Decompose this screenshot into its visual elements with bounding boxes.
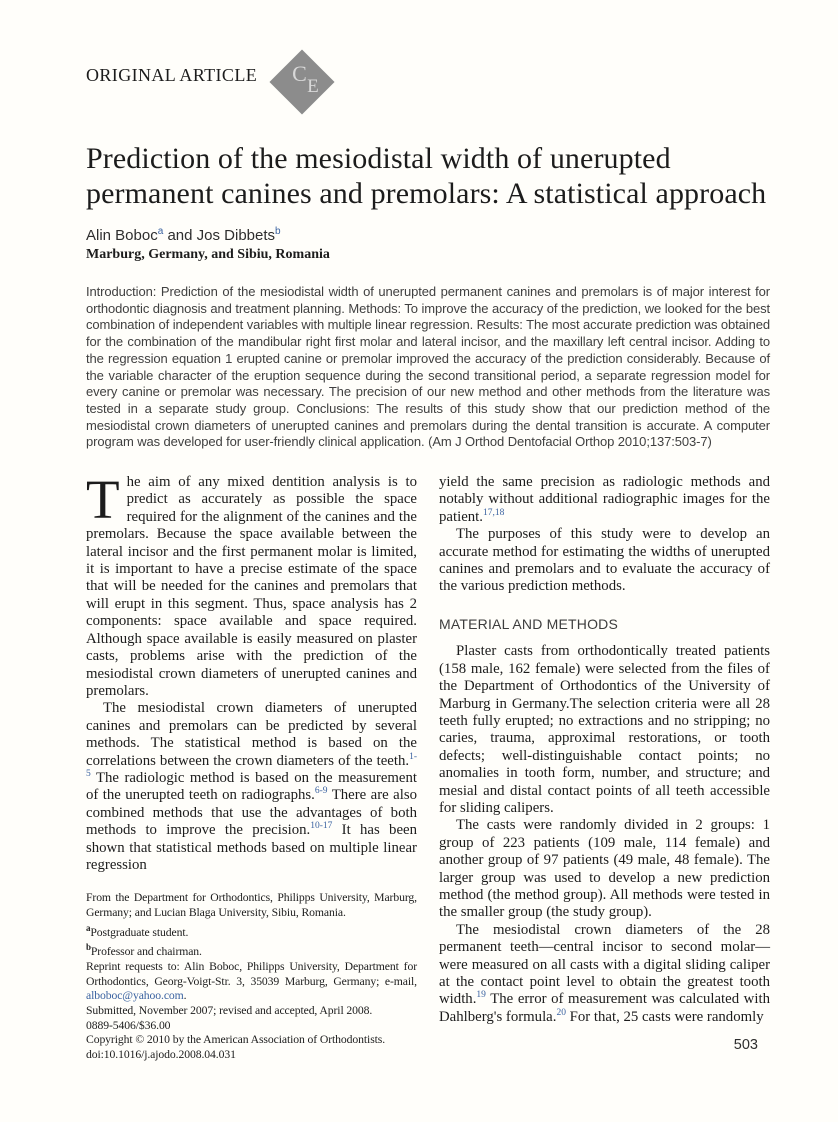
byline: [86, 226, 770, 244]
footnote-submitted: Submitted, November 2007; revised and accepted, April 2008.: [86, 1004, 373, 1018]
article-body: [86, 469, 770, 1063]
author-2-affiliation-mark: b: [275, 226, 281, 237]
reprint-text: Reprint requests to: Alin Boboc, Philipps University, Department for Orthodontics, Georg-Voigt-Str. 3, 35039 Marburg, Germany; e-mail,: [86, 959, 417, 988]
footnote-doi: doi:10.1016/j.ajodo.2008.04.031: [86, 1048, 236, 1062]
paragraph-text: There are also combined methods that use the advantages of both methods to improve the precision.: [86, 787, 417, 839]
right-column: [439, 474, 770, 1063]
reprint-text-end: .: [183, 989, 187, 1003]
footnote-author-a: [86, 921, 417, 941]
intro-paragraph-2: [86, 700, 417, 874]
footnote-issn: 0889-5406/$36.00: [86, 1018, 171, 1032]
paragraph-text: The mesiodistal crown diameters of unerupted canines and premolars can be predicted by several methods. The statistical method is based on the correlations between the crown diameters of the teeth.: [86, 700, 417, 769]
author-1: Alin Boboc: [86, 227, 158, 244]
body-paragraph: [439, 922, 770, 1026]
footnote-a-text: Postgraduate student.: [90, 925, 189, 939]
reference-citation[interactable]: 17,18: [482, 507, 505, 518]
byline-joiner: and: [163, 227, 197, 244]
reference-citation[interactable]: 6-9: [314, 786, 328, 797]
continuing-education-icon: [265, 47, 339, 121]
page-number: 503: [733, 1037, 758, 1053]
paragraph-text: It has been shown that statistical methods based on multiple linear regression: [86, 822, 417, 873]
abstract: Introduction: Prediction of the mesiodistal width of unerupted permanent canines and premolars is of major interest for orthodontic diagnosis and treatment planning. Methods: To improve the accuracy of the prediction, we looked for the best combination of independent variables with multiple linear regression. Results: The most accurate prediction was obtained for the combination of the mandibular right first molar and lateral incisor, and the maxillary left central incisor. Adding to the regression equation 1 erupted canine or premolar improved the accuracy of the prediction considerably. Because of the variable character of the eruption sequence during the second transitional period, a separate regression model for every canine or premolar was necessary. The precision of our new method and other methods from the literature was tested in a separate study group. Conclusions: The results of this study show that our prediction method of the mesiodistal crown diameters of unerupted canines and premolars during the dental transition is accurate. A computer program was developed for user-friendly clinical application. (Am J Orthod Dentofacial Orthop 2010;137:503-7): [86, 284, 770, 450]
reference-citation[interactable]: 20: [556, 1007, 566, 1018]
reference-citation[interactable]: 1-5: [86, 751, 417, 780]
footnote-b-text: Professor and chairman.: [90, 945, 202, 959]
ce-letter-e: E: [307, 76, 319, 97]
body-paragraph: The purposes of this study were to develop an accurate method for estimating the widths of unerupted canines and premolars and to evaluate the accuracy of the various prediction methods.: [439, 526, 770, 595]
footnote-affiliation: From the Department for Orthodontics, Philipps University, Marburg, Germany; and Lucian Blaga University, Sibiu, Romania.: [86, 891, 417, 920]
section-heading-material-methods: MATERIAL AND METHODS: [439, 615, 619, 632]
email-link[interactable]: alboboc@yahoo.com: [86, 989, 184, 1003]
reference-citation[interactable]: 10-17: [310, 821, 333, 832]
reference-citation[interactable]: 19: [476, 990, 486, 1001]
ce-letter-c: C: [292, 61, 307, 86]
footnote-a-mark: a: [86, 922, 91, 933]
footnote-b-mark: b: [86, 942, 91, 953]
article-type-label: ORIGINAL ARTICLE: [86, 65, 258, 85]
author-2: Jos Dibbets: [196, 227, 276, 244]
author-1-affiliation-mark: a: [157, 226, 164, 237]
intro-paragraph-1: [86, 469, 417, 700]
footnote-author-b: [86, 940, 417, 960]
paragraph-text: For that, 25 casts were randomly: [565, 1008, 764, 1025]
affiliation-line: Marburg, Germany, and Sibiu, Romania: [86, 247, 330, 262]
footnote-reprint: [86, 960, 417, 1004]
intro-paragraph-1-text: he aim of any mixed dentition analysis is to predict as accurately as possible the space required for the alignment of the canines and the premolars. Because the space available between the lateral incisor and the first permanent molar is limited, it is important to have a precise estimate of the space that will be needed for the canines and premolars that will erupt in this segment. Thus, space analysis has 2 components: space available and space required. Although space available is easily measured on plaster casts, problems arise with the prediction of the mesiodistal crown diameters of unerupted canines and premolars.: [86, 474, 417, 699]
left-column: [86, 469, 417, 1063]
body-paragraph: [439, 474, 770, 526]
paragraph-text: yield the same precision as radiologic methods and notably without additional radiographic images for the patient.: [439, 474, 770, 525]
article-title: Prediction of the mesiodistal width of unerupted permanent canines and premolars: A statistical approach: [86, 142, 767, 210]
paragraph-text: The radiologic method is based on the measurement of the unerupted teeth on radiographs.: [86, 769, 417, 804]
drop-cap: T: [86, 469, 120, 531]
article-type-header: [86, 55, 770, 127]
paragraph-text: The error of measurement was calculated with Dahlberg's formula.: [439, 991, 770, 1025]
footnote-copyright: Copyright © 2010 by the American Association of Orthodontists.: [86, 1033, 386, 1047]
footnotes-block: [86, 891, 417, 1063]
paragraph-text: The mesiodistal crown diameters of the 28 permanent teeth—central incisor to second molar—were measured on all casts with a digital sliding caliper at the contact point level to obtain the greatest tooth width.: [439, 921, 770, 1008]
body-paragraph: The casts were randomly divided in 2 groups: 1 group of 223 patients (109 male, 114 female) and another group of 97 patients (49 male, 48 female). The larger group was used to develop a new prediction method (the method group). All methods were tested in the smaller group (the study group).: [439, 817, 770, 921]
body-paragraph: Plaster casts from orthodontically treated patients (158 male, 162 female) were selected from the files of the Department of Orthodontics of the University of Marburg in Germany.The selection criteria were all 28 teeth fully erupted; no extractions and no stripping; no caries, trauma, approximal restorations, or tooth defects; well-distinguishable contact points; no anomalies in tooth form, number, and structure; and mesial and distal contact points of all teeth accessible for sliding calipers.: [439, 643, 770, 816]
